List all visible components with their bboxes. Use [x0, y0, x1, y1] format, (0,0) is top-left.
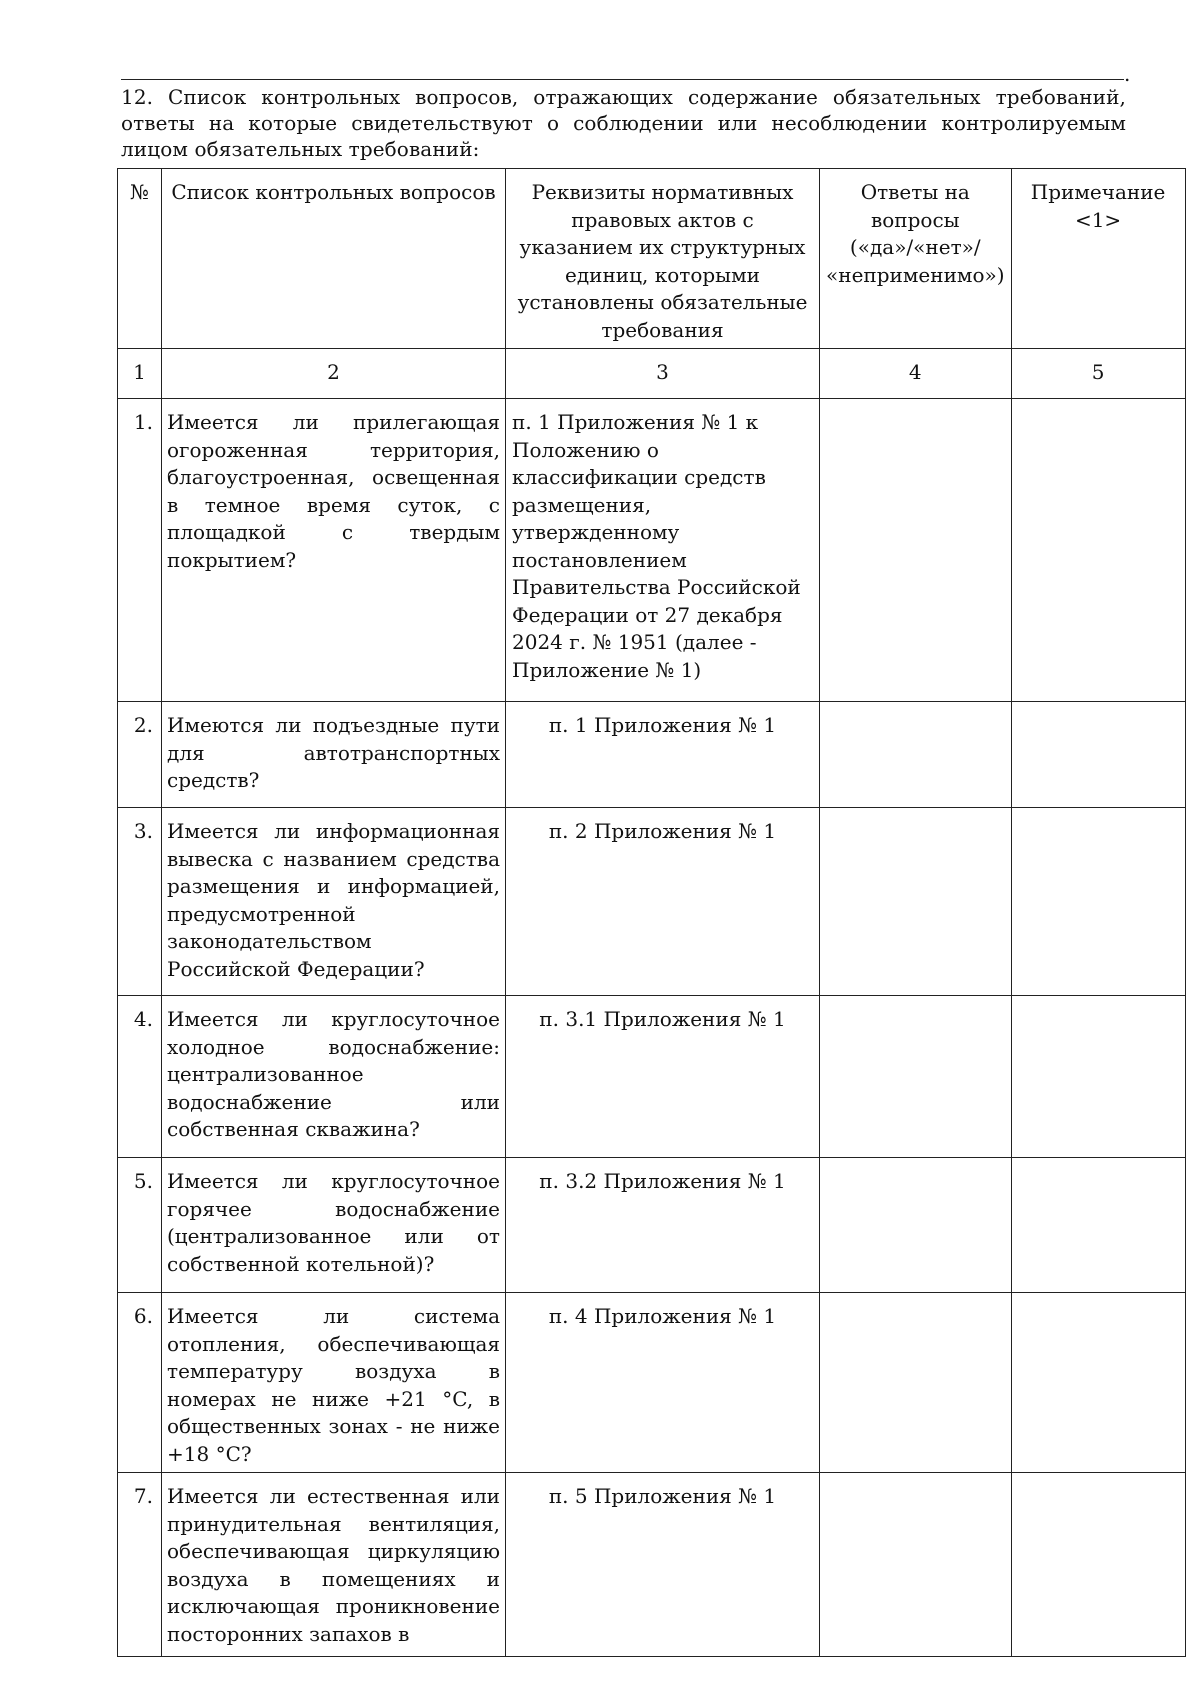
section-intro: 12. Список контрольных вопросов, отражающих содержание обязательных требований, ответы на которые свидетельствуют о соблюдении или несоблюдении контролируемым лицом обязательных требований:	[121, 85, 1126, 161]
row-answer[interactable]	[820, 1293, 1012, 1473]
row-answer[interactable]	[820, 1473, 1012, 1657]
row-number: 4.	[118, 996, 162, 1158]
row-note[interactable]	[1011, 399, 1185, 702]
table-row	[118, 808, 1186, 996]
row-number: 7.	[118, 1473, 162, 1657]
column-number: 3	[506, 349, 820, 399]
table-row	[118, 1473, 1186, 1657]
row-question: Имеется ли информационная вывеска с названием средства размещения и информацией, предусмотренной законодательством Российской Федерации?	[162, 808, 506, 996]
row-answer[interactable]	[820, 399, 1012, 702]
row-answer[interactable]	[820, 996, 1012, 1158]
row-note[interactable]	[1011, 1473, 1185, 1657]
row-note[interactable]	[1011, 996, 1185, 1158]
row-reference: п. 3.1 Приложения № 1	[506, 996, 820, 1158]
row-question: Имеется ли естественная или принудительная вентиляция, обеспечивающая циркуляцию воздуха в помещениях и исключающая проникновение посторонних запахов в	[162, 1473, 506, 1657]
row-answer[interactable]	[820, 808, 1012, 996]
header-answer: Ответы на вопросы («да»/«нет»/ «неприменимо»)	[820, 169, 1012, 349]
table-row	[118, 702, 1186, 808]
trailing-mark: .	[1124, 62, 1131, 86]
column-number: 1	[118, 349, 162, 399]
row-reference: п. 5 Приложения № 1	[506, 1473, 820, 1657]
row-number: 6.	[118, 1293, 162, 1473]
table-row	[118, 996, 1186, 1158]
row-note[interactable]	[1011, 1158, 1185, 1293]
row-number: 2.	[118, 702, 162, 808]
header-row	[118, 169, 1186, 349]
row-question: Имеется ли система отопления, обеспечивающая температуру воздуха в номерах не ниже +21 °C, в общественных зонах - не ниже +18 °C?	[162, 1293, 506, 1473]
column-number: 5	[1011, 349, 1185, 399]
table-row	[118, 1293, 1186, 1473]
header-note: Примечание <1>	[1011, 169, 1185, 349]
row-question: Имеется ли круглосуточное холодное водоснабжение: централизованное водоснабжение или собственная скважина?	[162, 996, 506, 1158]
row-reference: п. 2 Приложения № 1	[506, 808, 820, 996]
row-note[interactable]	[1011, 808, 1185, 996]
row-reference: п. 1 Приложения № 1 к Положению о классификации средств размещения, утвержденному постановлением Правительства Российской Федерации от 27 декабря 2024 г. № 1951 (далее - Приложение № 1)	[506, 399, 820, 702]
row-answer[interactable]	[820, 1158, 1012, 1293]
header-question: Список контрольных вопросов	[162, 169, 506, 349]
table-row	[118, 399, 1186, 702]
row-question: Имеется ли круглосуточное горячее водоснабжение (централизованное или от собственной котельной)?	[162, 1158, 506, 1293]
header-reference: Реквизиты нормативных правовых актов с указанием их структурных единиц, которыми установлены обязательные требования	[506, 169, 820, 349]
row-number: 1.	[118, 399, 162, 702]
column-number: 4	[820, 349, 1012, 399]
column-number: 2	[162, 349, 506, 399]
top-rule	[121, 79, 1124, 80]
row-reference: п. 4 Приложения № 1	[506, 1293, 820, 1473]
table-row	[118, 1158, 1186, 1293]
row-note[interactable]	[1011, 702, 1185, 808]
row-question: Имеется ли прилегающая огороженная территория, благоустроенная, освещенная в темное время суток, с площадкой с твердым покрытием?	[162, 399, 506, 702]
row-number: 3.	[118, 808, 162, 996]
row-question: Имеются ли подъездные пути для автотранспортных средств?	[162, 702, 506, 808]
row-answer[interactable]	[820, 702, 1012, 808]
row-note[interactable]	[1011, 1293, 1185, 1473]
row-reference: п. 3.2 Приложения № 1	[506, 1158, 820, 1293]
row-number: 5.	[118, 1158, 162, 1293]
header-num: №	[118, 169, 162, 349]
row-reference: п. 1 Приложения № 1	[506, 702, 820, 808]
checklist-table	[117, 168, 1186, 1657]
column-number-row	[118, 349, 1186, 399]
